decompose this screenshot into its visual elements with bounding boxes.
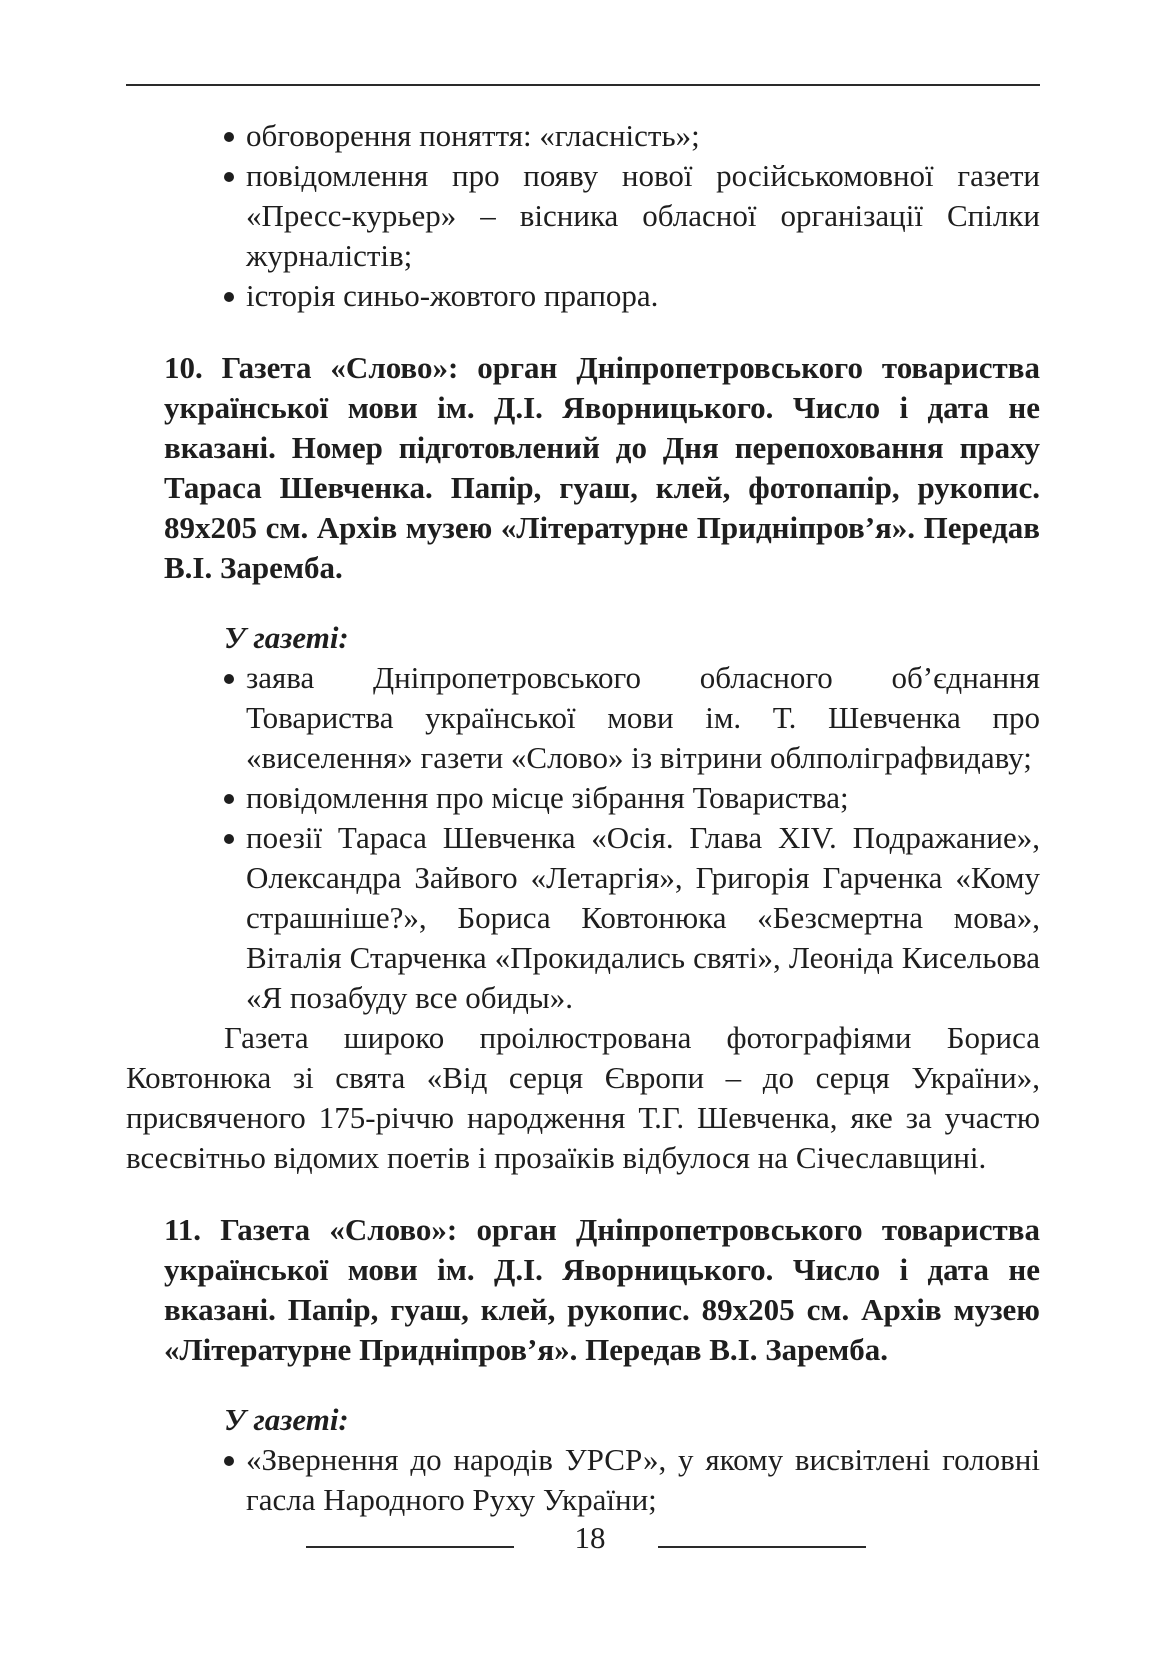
header-rule: [126, 84, 1040, 86]
top-bullet-list: [126, 116, 1040, 316]
list-item: поезії Тараса Шевченка «Осія. Глава XIV. Подражание», Олександра Зайвого «Летаргія», Григорія Гарченка «Кому страшніше?», Бориса Ковтонюка «Безсмертна мова», Віталія Старченка «Прокидались святі», Леоніда Кисельова «Я позабуду все обиды».: [224, 818, 1040, 1018]
entry-11-subhead: У газеті:: [224, 1402, 349, 1437]
page-body: [126, 116, 1040, 1520]
entry-10-heading: 10. Газета «Слово»: орган Дніпропетровського товариства української мови ім. Д.І. Яворницького. Число і дата не вказані. Номер підготовлений до Дня перепоховання праху Тараса Шевченка. Папір, гуаш, клей, фотопапір, рукопис. 89х205 см. Архів музею «Літературне Придніпров’я». Передав В.І. Заремба.: [164, 350, 1040, 585]
page-number: 18: [574, 1520, 606, 1555]
list-item: заява Дніпропетровського обласного об’єднання Товариства української мови ім. Т. Шевченка про «виселення» газети «Слово» із вітрини облполіграфвидаву;: [224, 658, 1040, 778]
page-footer: [0, 1520, 1166, 1560]
list-item: повідомлення про місце зібрання Товариства;: [224, 778, 1040, 818]
entry-11-heading: 11. Газета «Слово»: орган Дніпропетровського товариства української мови ім. Д.І. Яворницького. Число і дата не вказані. Папір, гуаш, клей, рукопис. 89х205 см. Архів музею «Літературне Придніпров’я». Передав В.І. Заремба.: [164, 1212, 1040, 1367]
list-item: повідомлення про появу нової російськомовної газети «Пресс-курьер» – вісника обласної організації Спілки журналістів;: [224, 156, 1040, 276]
entry-11-bullet-list: [126, 1440, 1040, 1520]
entry-10-subhead: У газеті:: [224, 620, 349, 655]
list-item: історія синьо-жовтого прапора.: [224, 276, 1040, 316]
entry-10-bullet-list: [126, 658, 1040, 1018]
list-item: «Звернення до народів УРСР», у якому висвітлені головні гасла Народного Руху України;: [224, 1440, 1040, 1520]
entry-10-paragraph: Газета широко проілюстрована фотографіями Бориса Ковтонюка зі свята «Від серця Європи – до серця України», присвяченого 175-річчю народження Т.Г. Шевченка, яке за участю всесвітньо відомих поетів і прозаїків відбулося на Січеславщині.: [126, 1020, 1040, 1175]
footer-rule-right: [658, 1546, 866, 1548]
list-item: обговорення поняття: «гласність»;: [224, 116, 1040, 156]
footer-rule-left: [306, 1546, 514, 1548]
